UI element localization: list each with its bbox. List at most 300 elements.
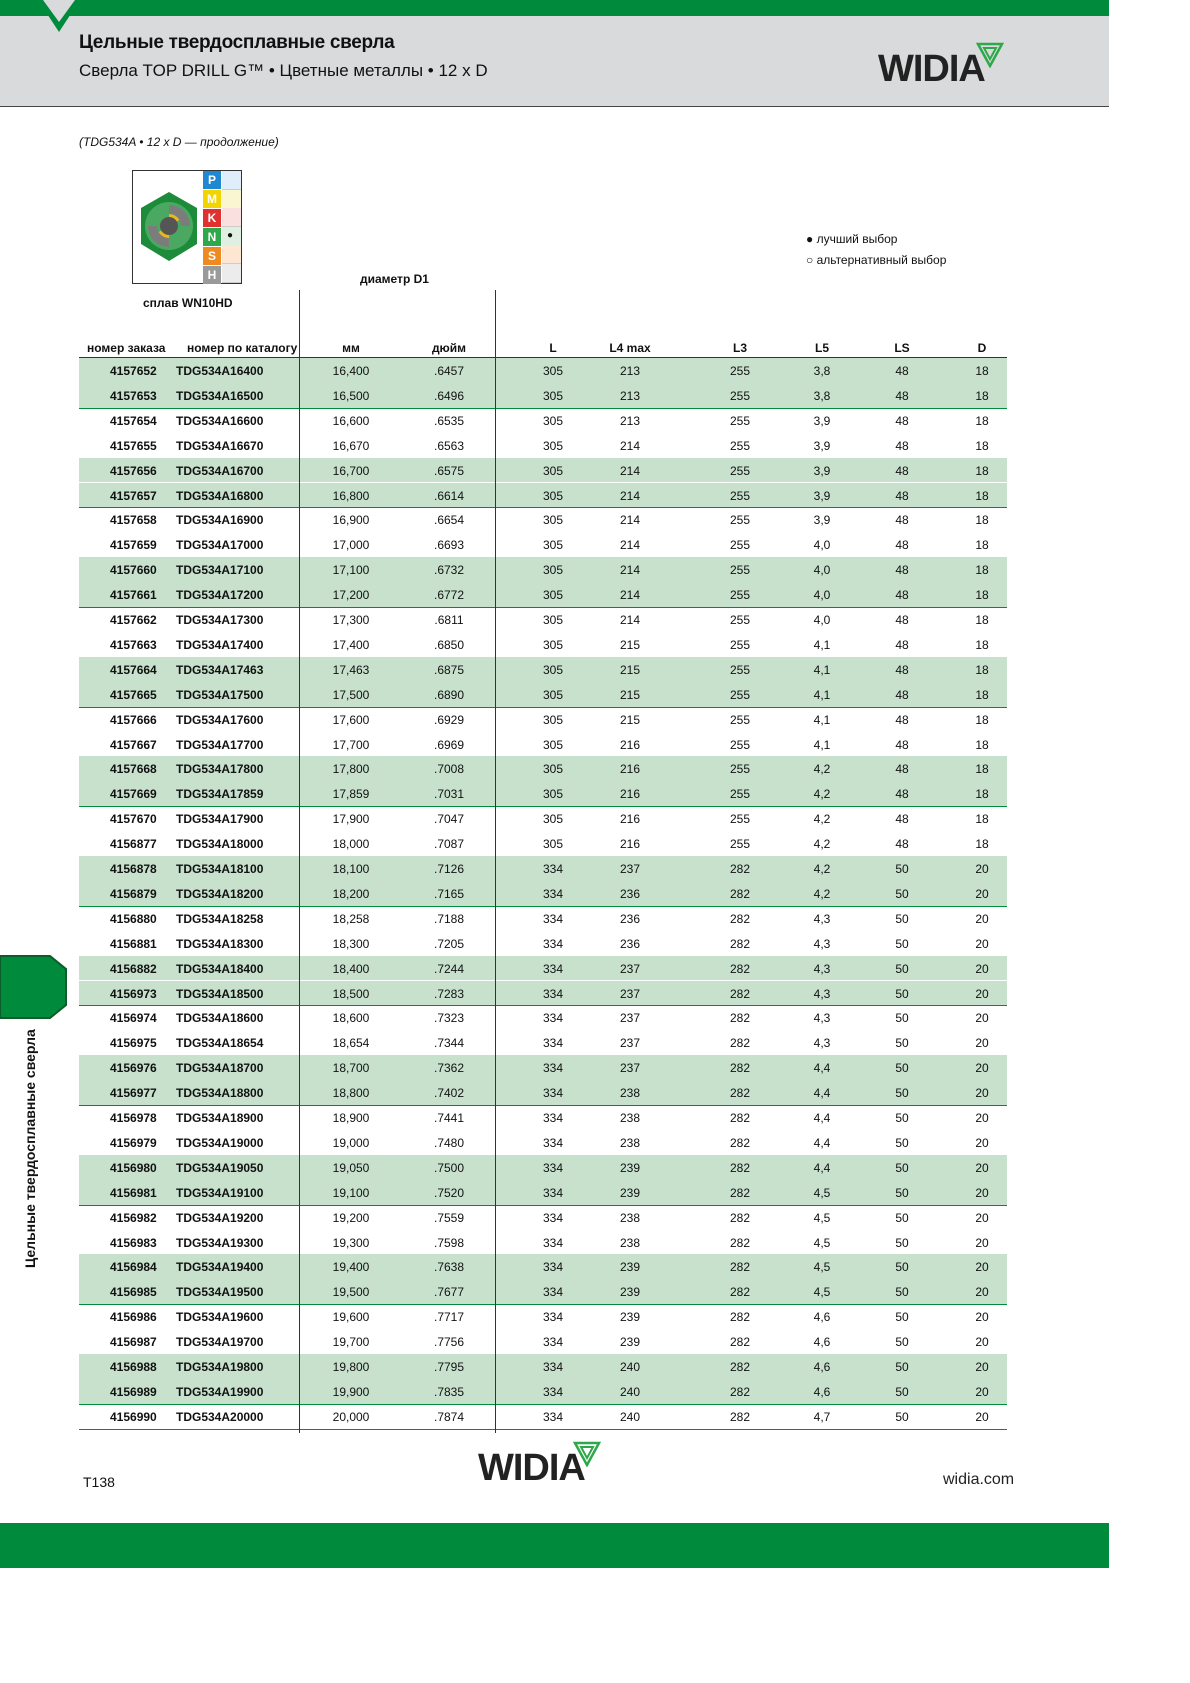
cell-дюйм: .7756 (433, 1335, 465, 1350)
cell-LS: 48 (895, 637, 909, 652)
cell-номер-заказа: 4156978 (110, 1111, 157, 1125)
table-row (79, 781, 1007, 806)
cell-D: 20 (975, 1360, 989, 1374)
cell-номер-по-каталогу: TDG534A19050 (176, 1160, 264, 1175)
cell-дюйм: .6563 (433, 438, 465, 453)
cell-номер-по-каталогу: TDG534A18200 (176, 886, 264, 901)
cell-номер-заказа: 4157668 (110, 762, 157, 777)
cell-L: 334 (542, 1335, 564, 1350)
cell-номер-заказа: 4157669 (110, 787, 157, 802)
cell-L: 305 (542, 637, 564, 652)
cell-LS: 50 (895, 886, 909, 901)
cell-L3: 282 (729, 986, 751, 1001)
cell-L3: 255 (729, 588, 751, 603)
cell-L: 305 (542, 388, 564, 403)
cell-дюйм: .7441 (433, 1111, 465, 1125)
table-row (79, 383, 1007, 408)
cell-номер-заказа: 4156879 (110, 886, 157, 901)
cell-L4-max: 239 (619, 1310, 641, 1325)
cell-L3: 282 (729, 1310, 751, 1325)
cell-L: 334 (542, 1160, 564, 1175)
column-header-5: L4 max (609, 341, 651, 355)
cell-L5: 4,1 (813, 637, 831, 652)
cell-номер-заказа: 4157670 (110, 812, 157, 827)
cell-L3: 255 (729, 662, 751, 677)
cell-D: 18 (975, 463, 989, 478)
cell-LS: 50 (895, 1235, 909, 1250)
cell-L5: 4,6 (813, 1384, 831, 1399)
cell-дюйм: .7244 (433, 961, 465, 976)
cell-дюйм: .6732 (433, 563, 465, 578)
cell-дюйм: .6496 (433, 388, 465, 403)
cell-номер-заказа: 4157653 (110, 388, 157, 403)
cell-L5: 4,5 (813, 1185, 831, 1200)
cell-номер-заказа: 4156987 (110, 1335, 157, 1350)
continuation-note: (TDG534A • 12 x D — продолжение) (79, 135, 279, 149)
table-row (79, 408, 1007, 433)
cell-L4-max: 237 (619, 961, 641, 976)
cell-L: 305 (542, 837, 564, 852)
cell-L: 305 (542, 563, 564, 578)
cell-D: 20 (975, 1260, 989, 1275)
cell-LS: 50 (895, 1111, 909, 1125)
table-row (79, 831, 1007, 856)
cell-L4-max: 215 (619, 712, 641, 727)
cell-номер-по-каталогу: TDG534A18100 (176, 862, 264, 876)
cell-LS: 50 (895, 1409, 909, 1424)
cell-дюйм: .6772 (433, 588, 465, 603)
cell-L3: 255 (729, 812, 751, 827)
cell-мм: 19,900 (332, 1384, 370, 1399)
cell-дюйм: .7087 (433, 837, 465, 852)
cell-номер-по-каталогу: TDG534A17463 (176, 662, 264, 677)
cell-номер-по-каталогу: TDG534A16900 (176, 513, 264, 528)
cell-мм: 18,000 (332, 837, 370, 852)
cell-номер-по-каталогу: TDG534A18500 (176, 986, 264, 1001)
cell-номер-по-каталогу: TDG534A16800 (176, 488, 264, 503)
cell-L5: 4,0 (813, 588, 831, 603)
cell-номер-заказа: 4157652 (110, 364, 157, 378)
cell-номер-по-каталогу: TDG534A19700 (176, 1335, 264, 1350)
column-header-9: D (977, 341, 987, 355)
cell-L4-max: 215 (619, 637, 641, 652)
cell-L4-max: 239 (619, 1160, 641, 1175)
cell-номер-заказа: 4157657 (110, 488, 157, 503)
cell-дюйм: .7638 (433, 1260, 465, 1275)
cell-D: 20 (975, 1011, 989, 1026)
page-subtitle: Сверла TOP DRILL G™ • Цветные металлы • 12 x D (79, 61, 488, 80)
cell-мм: 17,500 (332, 687, 370, 702)
cell-LS: 48 (895, 538, 909, 553)
cell-L: 334 (542, 1285, 564, 1300)
cell-мм: 17,900 (332, 812, 370, 827)
cell-LS: 48 (895, 762, 909, 777)
cell-L4-max: 216 (619, 812, 641, 827)
cell-L3: 282 (729, 936, 751, 951)
cell-D: 18 (975, 613, 989, 627)
cell-L: 334 (542, 862, 564, 876)
cell-L5: 4,1 (813, 712, 831, 727)
table-row (79, 433, 1007, 458)
cell-L5: 4,4 (813, 1135, 831, 1150)
cell-L4-max: 214 (619, 588, 641, 603)
cell-L4-max: 216 (619, 762, 641, 777)
cell-мм: 17,800 (332, 762, 370, 777)
widia-footer-triangle-icon (573, 1441, 607, 1467)
cell-L3: 255 (729, 538, 751, 553)
cell-LS: 50 (895, 1310, 909, 1325)
cell-L3: 282 (729, 1335, 751, 1350)
cell-L: 305 (542, 538, 564, 553)
cell-L: 305 (542, 364, 564, 378)
cell-L: 334 (542, 1384, 564, 1399)
cell-D: 20 (975, 1111, 989, 1125)
cell-номер-заказа: 4156882 (110, 961, 157, 976)
iso-group-mark-k (222, 208, 241, 227)
cell-D: 18 (975, 388, 989, 403)
cell-L: 334 (542, 1011, 564, 1026)
cell-L5: 3,9 (813, 413, 831, 428)
cell-L4-max: 236 (619, 911, 641, 926)
cell-номер-заказа: 4156979 (110, 1135, 157, 1150)
cell-номер-по-каталогу: TDG534A18900 (176, 1111, 264, 1125)
cell-L3: 255 (729, 712, 751, 727)
cell-L4-max: 216 (619, 837, 641, 852)
table-row (79, 632, 1007, 657)
cell-мм: 18,200 (332, 886, 370, 901)
cell-L5: 4,4 (813, 1111, 831, 1125)
table-row (79, 881, 1007, 906)
cell-дюйм: .6811 (434, 613, 464, 627)
cell-мм: 19,500 (332, 1285, 370, 1300)
cell-L3: 255 (729, 463, 751, 478)
cell-дюйм: .6875 (433, 662, 465, 677)
cell-дюйм: .7402 (433, 1086, 465, 1101)
grade-box (132, 170, 242, 284)
cell-L4-max: 216 (619, 737, 641, 752)
table-row (79, 1329, 1007, 1354)
cell-номер-по-каталогу: TDG534A16700 (176, 463, 264, 478)
cell-LS: 48 (895, 563, 909, 578)
table-row (79, 956, 1007, 981)
table-row (79, 1230, 1007, 1255)
cell-L3: 282 (729, 1111, 751, 1125)
cell-дюйм: .6575 (433, 463, 465, 478)
cell-L4-max: 238 (619, 1111, 641, 1125)
cell-L5: 4,4 (813, 1160, 831, 1175)
cell-мм: 18,800 (332, 1086, 370, 1101)
cell-LS: 50 (895, 936, 909, 951)
cell-LS: 48 (895, 438, 909, 453)
cell-L: 334 (542, 1210, 564, 1225)
site-link[interactable]: widia.com (943, 1471, 1015, 1488)
iso-group-m: M (203, 190, 221, 209)
table-row (79, 1254, 1007, 1279)
cell-L5: 4,5 (813, 1235, 831, 1250)
cell-номер-по-каталогу: TDG534A19000 (176, 1135, 264, 1150)
cell-мм: 19,300 (332, 1235, 370, 1250)
header-notch-inner (43, 0, 75, 22)
cell-L: 334 (542, 1235, 564, 1250)
cell-номер-по-каталогу: TDG534A18000 (176, 837, 264, 852)
cell-дюйм: .6614 (433, 488, 465, 503)
cell-мм: 18,600 (332, 1011, 370, 1026)
cell-L5: 4,3 (813, 1011, 831, 1026)
cell-мм: 19,000 (332, 1135, 370, 1150)
cell-дюйм: .7500 (433, 1160, 465, 1175)
cell-номер-заказа: 4157663 (110, 637, 157, 652)
cell-L5: 3,9 (813, 463, 831, 478)
cell-L: 305 (542, 787, 564, 802)
cell-номер-заказа: 4156976 (110, 1061, 157, 1076)
cell-номер-заказа: 4156974 (110, 1011, 157, 1026)
cell-L4-max: 214 (619, 513, 641, 528)
table-row (79, 1130, 1007, 1155)
cell-номер-по-каталогу: TDG534A17700 (176, 737, 264, 752)
cell-номер-по-каталогу: TDG534A16400 (176, 364, 264, 378)
cell-L5: 4,4 (813, 1086, 831, 1101)
cell-L5: 4,1 (813, 687, 831, 702)
cell-дюйм: .7126 (433, 862, 465, 876)
cell-D: 20 (975, 1384, 989, 1399)
cell-L4-max: 238 (619, 1135, 641, 1150)
cell-L5: 4,0 (813, 538, 831, 553)
cell-L4-max: 240 (619, 1384, 641, 1399)
iso-group-mark-p (222, 171, 241, 190)
cell-номер-по-каталогу: TDG534A16500 (176, 388, 264, 403)
cell-дюйм: .6457 (433, 364, 465, 378)
cell-L5: 3,8 (813, 364, 831, 378)
cell-L: 334 (542, 1111, 564, 1125)
cell-LS: 50 (895, 1086, 909, 1101)
cell-D: 18 (975, 712, 989, 727)
cell-LS: 50 (895, 862, 909, 876)
cell-номер-по-каталогу: TDG534A19600 (176, 1310, 264, 1325)
cell-мм: 18,258 (332, 911, 370, 926)
cell-номер-заказа: 4156982 (110, 1210, 157, 1225)
iso-group-mark-m (222, 190, 241, 209)
cell-L5: 4,5 (813, 1260, 831, 1275)
cell-мм: 18,654 (332, 1036, 370, 1051)
cell-L: 305 (542, 812, 564, 827)
cell-L5: 4,3 (813, 911, 831, 926)
cell-L3: 282 (729, 1036, 751, 1051)
page-number: T138 (83, 1474, 115, 1490)
table-row (79, 981, 1007, 1006)
iso-group-n: N (203, 228, 221, 247)
cell-L5: 3,8 (813, 388, 831, 403)
cell-LS: 48 (895, 463, 909, 478)
table-row (79, 756, 1007, 781)
cell-L3: 282 (729, 1135, 751, 1150)
cell-дюйм: .7559 (433, 1210, 465, 1225)
cell-L3: 255 (729, 837, 751, 852)
table-row (79, 483, 1007, 508)
cell-L: 334 (542, 1409, 564, 1424)
cell-L4-max: 239 (619, 1335, 641, 1350)
cell-мм: 19,050 (332, 1160, 370, 1175)
cell-L4-max: 238 (619, 1086, 641, 1101)
cell-номер-по-каталогу: TDG534A19500 (176, 1285, 264, 1300)
cell-D: 20 (975, 1036, 989, 1051)
cell-D: 18 (975, 787, 989, 802)
cell-L: 334 (542, 911, 564, 926)
column-header-4: L (549, 341, 557, 355)
cell-мм: 17,300 (332, 613, 370, 627)
cell-дюйм: .7031 (433, 787, 465, 802)
cell-L3: 282 (729, 1160, 751, 1175)
cell-LS: 48 (895, 513, 909, 528)
cell-L3: 282 (729, 1360, 751, 1374)
column-header-0: номер заказа (87, 341, 166, 355)
cell-L5: 4,5 (813, 1285, 831, 1300)
cell-L3: 255 (729, 364, 751, 378)
cell-номер-заказа: 4156880 (110, 911, 157, 926)
cell-номер-заказа: 4157658 (110, 513, 157, 528)
cell-D: 20 (975, 986, 989, 1001)
cell-L4-max: 214 (619, 488, 641, 503)
cell-L5: 3,9 (813, 488, 831, 503)
cell-D: 20 (975, 1235, 989, 1250)
table-row (79, 1404, 1007, 1429)
cell-L3: 282 (729, 1086, 751, 1101)
cell-L: 305 (542, 737, 564, 752)
cell-D: 18 (975, 513, 989, 528)
cell-мм: 16,500 (332, 388, 370, 403)
cell-мм: 17,859 (332, 787, 370, 802)
cell-дюйм: .7165 (433, 886, 465, 901)
cell-номер-заказа: 4156977 (110, 1086, 157, 1101)
cell-дюйм: .7323 (433, 1011, 465, 1026)
cell-L: 305 (542, 687, 564, 702)
cell-L4-max: 237 (619, 1011, 641, 1026)
cell-L3: 255 (729, 613, 751, 627)
cell-L: 334 (542, 1061, 564, 1076)
cell-номер-по-каталогу: TDG534A17900 (176, 812, 264, 827)
cell-LS: 50 (895, 911, 909, 926)
cell-LS: 48 (895, 413, 909, 428)
cell-мм: 16,700 (332, 463, 370, 478)
cell-L5: 3,9 (813, 438, 831, 453)
cell-L3: 282 (729, 1185, 751, 1200)
cell-L5: 4,7 (813, 1409, 831, 1424)
column-header-6: L3 (732, 341, 747, 355)
cell-номер-заказа: 4156975 (110, 1036, 157, 1051)
cell-L3: 282 (729, 862, 751, 876)
cell-мм: 19,800 (332, 1360, 370, 1374)
cell-LS: 48 (895, 388, 909, 403)
cell-D: 20 (975, 1335, 989, 1350)
cell-номер-по-каталогу: TDG534A17300 (176, 613, 264, 627)
cell-L3: 282 (729, 1061, 751, 1076)
cell-LS: 50 (895, 961, 909, 976)
table-row (79, 1279, 1007, 1304)
cell-номер-по-каталогу: TDG534A19100 (176, 1185, 264, 1200)
cell-номер-по-каталогу: TDG534A17800 (176, 762, 264, 777)
cell-номер-заказа: 4156981 (110, 1185, 157, 1200)
cell-D: 20 (975, 1310, 989, 1325)
table-row (79, 557, 1007, 582)
column-separator-0 (299, 290, 300, 1433)
cell-LS: 48 (895, 737, 909, 752)
column-separator-1 (495, 290, 496, 1433)
iso-group-p: P (203, 171, 221, 190)
cell-номер-по-каталогу: TDG534A17600 (176, 712, 264, 727)
cell-D: 20 (975, 1135, 989, 1150)
cell-L5: 4,3 (813, 1036, 831, 1051)
cell-LS: 48 (895, 712, 909, 727)
cell-L: 334 (542, 1185, 564, 1200)
table-row (79, 682, 1007, 707)
top-green-bar (0, 0, 1109, 16)
cell-L5: 4,3 (813, 961, 831, 976)
iso-group-mark-h (222, 264, 241, 283)
cell-номер-заказа: 4156983 (110, 1235, 157, 1250)
column-header-2: мм (342, 341, 360, 355)
cell-L: 334 (542, 986, 564, 1001)
bottom-green-bar (0, 1523, 1109, 1568)
diameter-label: диаметр D1 (360, 272, 429, 286)
cell-LS: 50 (895, 1335, 909, 1350)
cell-L4-max: 237 (619, 986, 641, 1001)
cell-номер-по-каталогу: TDG534A19200 (176, 1210, 264, 1225)
cell-номер-заказа: 4156980 (110, 1160, 157, 1175)
table-row (79, 1030, 1007, 1055)
cell-LS: 50 (895, 1011, 909, 1026)
cell-LS: 48 (895, 812, 909, 827)
cell-дюйм: .7362 (433, 1061, 465, 1076)
cell-LS: 50 (895, 1285, 909, 1300)
cell-номер-по-каталогу: TDG534A17859 (176, 787, 264, 802)
cell-номер-по-каталогу: TDG534A17100 (176, 563, 264, 578)
cell-LS: 48 (895, 613, 909, 627)
cell-мм: 17,400 (332, 637, 370, 652)
cell-номер-по-каталогу: TDG534A18700 (176, 1061, 264, 1076)
cell-D: 20 (975, 886, 989, 901)
cell-L4-max: 240 (619, 1409, 641, 1424)
cell-L5: 4,4 (813, 1061, 831, 1076)
cell-L3: 282 (729, 1235, 751, 1250)
cell-дюйм: .7717 (433, 1310, 465, 1325)
cell-дюйм: .7480 (433, 1135, 465, 1150)
cell-L3: 255 (729, 637, 751, 652)
cell-L4-max: 214 (619, 613, 641, 627)
table-row (79, 657, 1007, 682)
cell-LS: 50 (895, 1360, 909, 1374)
cell-L3: 282 (729, 1384, 751, 1399)
table-row (79, 358, 1007, 383)
side-tab (0, 955, 66, 1017)
page-title: Цельные твердосплавные сверла (79, 32, 395, 53)
cell-дюйм: .7795 (433, 1360, 465, 1374)
cell-D: 18 (975, 687, 989, 702)
cell-L: 305 (542, 513, 564, 528)
cell-дюйм: .7520 (433, 1185, 465, 1200)
cell-L4-max: 238 (619, 1210, 641, 1225)
cell-мм: 16,400 (332, 364, 370, 378)
side-section-label: Цельные твердосплавные сверла (22, 1029, 38, 1268)
table-row (79, 707, 1007, 732)
cell-номер-по-каталогу: TDG534A16670 (176, 438, 264, 453)
cell-номер-заказа: 4157664 (110, 662, 157, 677)
cell-номер-заказа: 4157667 (110, 737, 157, 752)
cell-L3: 255 (729, 687, 751, 702)
cell-LS: 50 (895, 1384, 909, 1399)
legend-alternative: ○ альтернативный выбор (806, 253, 947, 267)
cell-D: 20 (975, 1086, 989, 1101)
cell-L4-max: 215 (619, 687, 641, 702)
table-row (79, 806, 1007, 831)
